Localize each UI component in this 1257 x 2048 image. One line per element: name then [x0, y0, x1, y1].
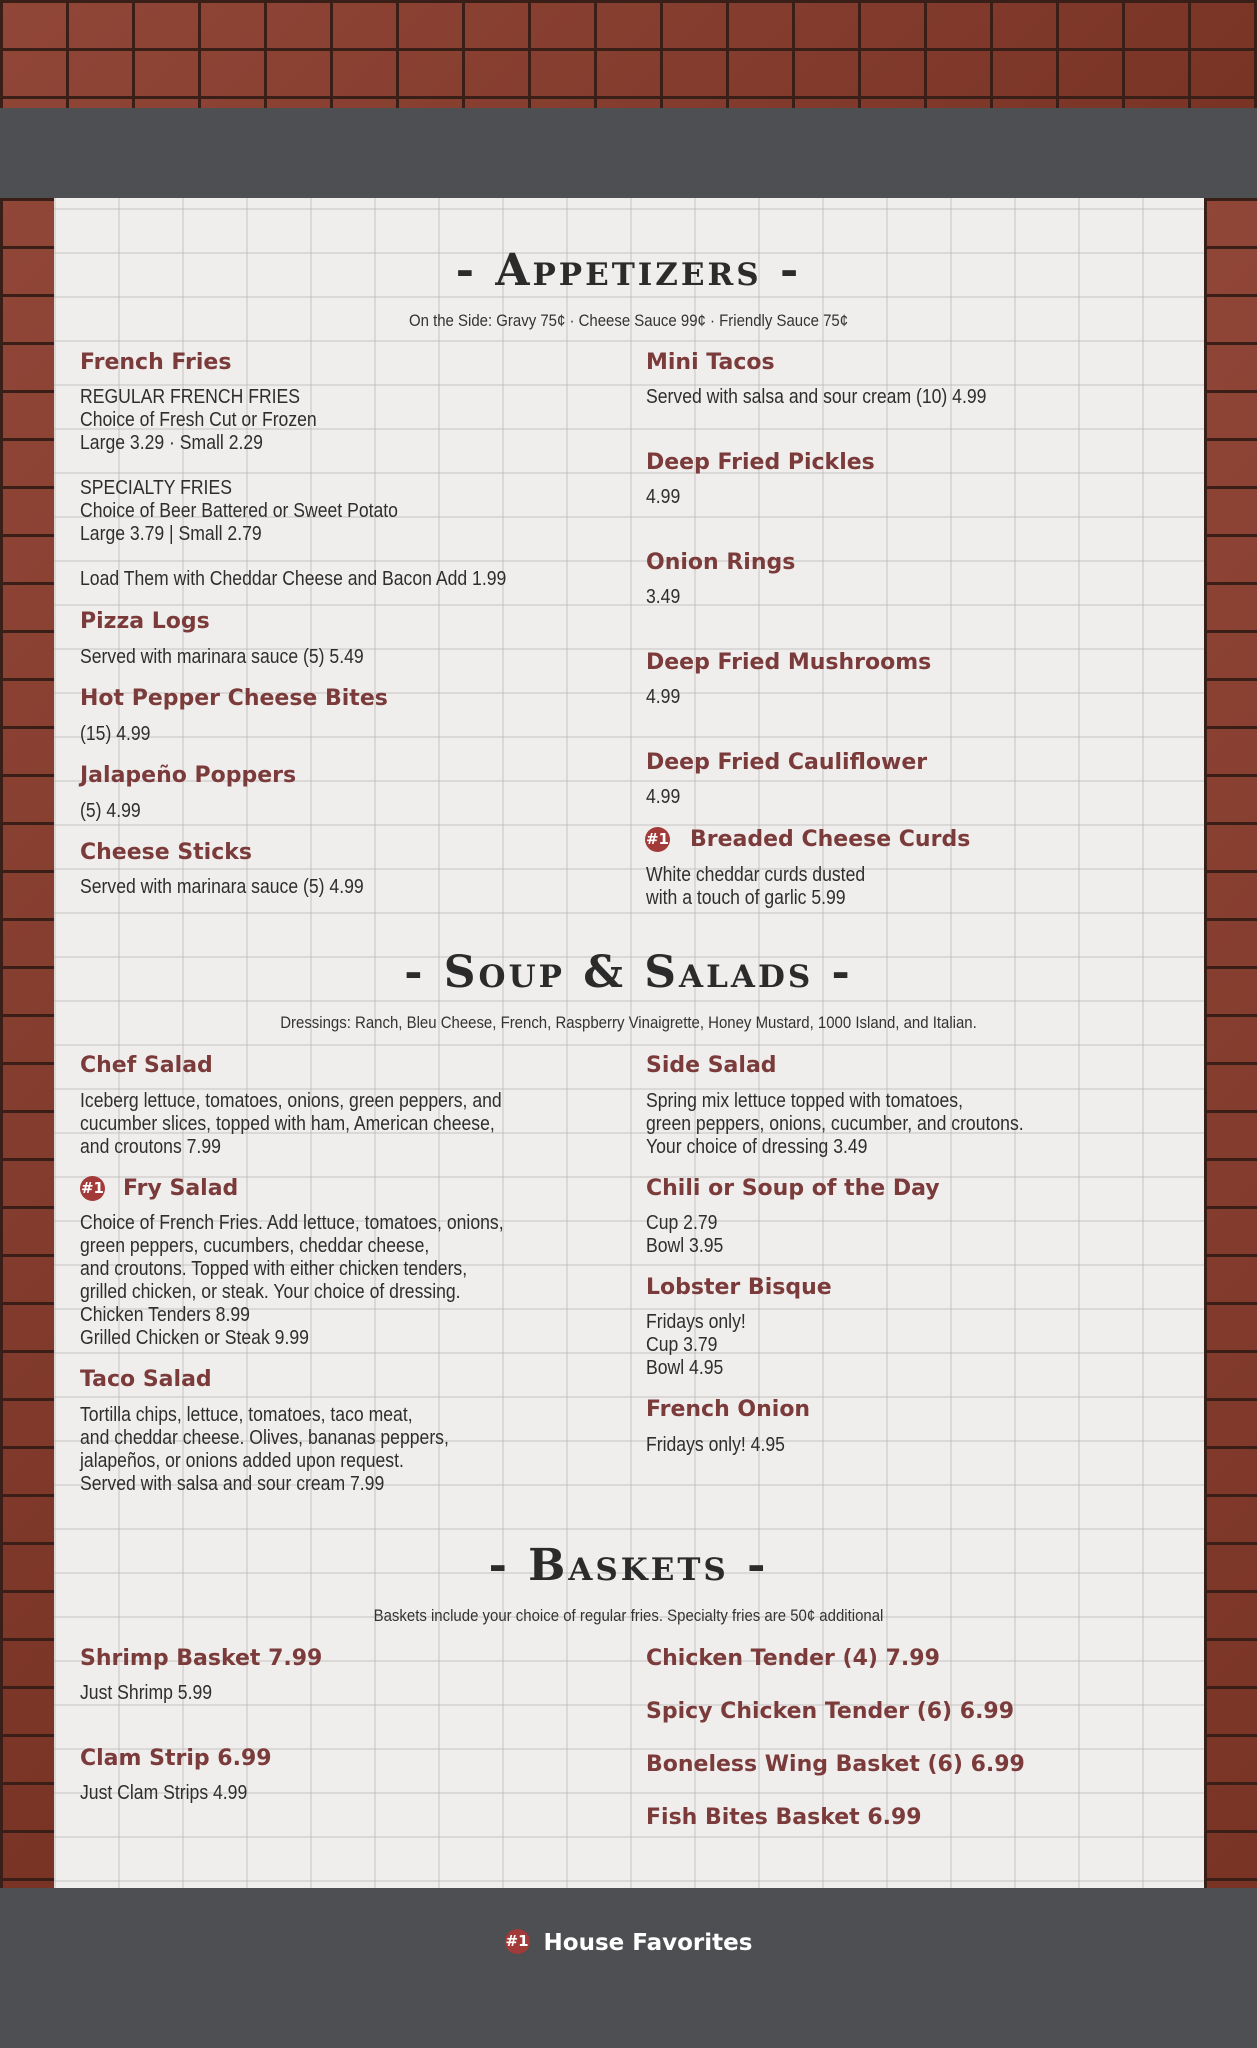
item-name: Shrimp Basket 7.99 — [80, 1646, 323, 1671]
item-desc: Choice of French Fries. Add lettuce, tomatoes, onions, green peppers, cucumbers, cheddar cheese, and croutons. Topped with either chicken tenders, grilled chicken, or steak. Your choice of dressing. Chicken Tenders 8.99 Grilled Chicken or Steak 9.99 — [80, 1212, 504, 1349]
item-desc: White cheddar curds dusted with a touch of garlic 5.99 — [646, 864, 866, 909]
item-name: Chili or Soup of the Day — [646, 1176, 940, 1201]
item-desc: Load Them with Cheddar Cheese and Bacon Add 1.99 — [80, 568, 507, 590]
brick-wall-top — [0, 0, 1257, 108]
bottom-band — [0, 1888, 1257, 2048]
item-name: Taco Salad — [80, 1367, 212, 1392]
house-favorite-badge-icon: #1 — [505, 1929, 530, 1954]
item-name: Deep Fried Cauliflower — [646, 750, 928, 775]
top-band — [0, 108, 1257, 198]
item-desc: 4.99 — [646, 786, 681, 808]
item-desc: Fridays only! Cup 3.79 Bowl 4.95 — [646, 1311, 746, 1379]
item-name: French Fries — [80, 350, 232, 375]
appetizers-title: - Appetizers - — [455, 245, 802, 296]
item-desc: 4.99 — [646, 686, 681, 708]
brick-wall-right — [1204, 198, 1257, 1888]
item-name: Spicy Chicken Tender (6) 6.99 — [646, 1699, 1015, 1724]
brick-wall-left — [0, 198, 54, 1888]
item-name: Clam Strip 6.99 — [80, 1746, 272, 1771]
item-name: Deep Fried Mushrooms — [646, 650, 932, 675]
item-desc: Spring mix lettuce topped with tomatoes, green peppers, onions, cucumber, and croutons. Your choice of dressing 3.49 — [646, 1090, 1024, 1158]
item-desc: Cup 2.79 Bowl 3.95 — [646, 1212, 724, 1257]
item-desc: Just Clam Strips 4.99 — [80, 1782, 248, 1804]
item-desc: (15) 4.99 — [80, 723, 151, 745]
soups-subtitle: Dressings: Ranch, Bleu Cheese, French, Raspberry Vinaigrette, Honey Mustard, 1000 Island, and Italian. — [280, 1013, 977, 1032]
item-desc: Tortilla chips, lettuce, tomatoes, taco meat, and cheddar cheese. Olives, bananas peppers, jalapeños, or onions added upon request. Served with salsa and sour cream 7.99 — [80, 1404, 449, 1495]
item-name: Lobster Bisque — [646, 1275, 832, 1300]
item-name: French Onion — [646, 1397, 811, 1422]
item-desc: Served with marinara sauce (5) 4.99 — [80, 876, 364, 898]
item-name: Pizza Logs — [80, 609, 210, 634]
house-favorite-badge-icon: #1 — [645, 827, 670, 852]
item-name: Side Salad — [646, 1053, 777, 1078]
item-name: Onion Rings — [646, 550, 796, 575]
item-name: Chef Salad — [80, 1053, 213, 1078]
baskets-subtitle: Baskets include your choice of regular fries. Specialty fries are 50¢ additional — [373, 1606, 884, 1625]
item-name: Fish Bites Basket 6.99 — [646, 1805, 922, 1830]
item-name: Cheese Sticks — [80, 840, 252, 865]
item-desc: Just Shrimp 5.99 — [80, 1682, 213, 1704]
item-desc: 4.99 — [646, 486, 681, 508]
house-favorite-badge-icon: #1 — [80, 1176, 105, 1201]
appetizers-subtitle: On the Side: Gravy 75¢ · Cheese Sauce 99¢ · Friendly Sauce 75¢ — [408, 311, 849, 330]
soups-title: - Soup & Salads - — [404, 947, 853, 998]
item-name: Breaded Cheese Curds — [690, 827, 971, 852]
house-favorites-legend — [0, 1930, 1257, 1956]
item-name: Fry Salad — [123, 1176, 239, 1201]
item-desc: Iceberg lettuce, tomatoes, onions, green peppers, and cucumber slices, topped with ham, American cheese, and croutons 7.99 — [80, 1090, 502, 1158]
item-name: Mini Tacos — [646, 350, 775, 375]
item-desc: Served with marinara sauce (5) 5.49 — [80, 646, 364, 668]
item-name: Hot Pepper Cheese Bites — [80, 686, 388, 711]
item-desc: REGULAR FRENCH FRIES Choice of Fresh Cut or Frozen Large 3.29 · Small 2.29 — [80, 386, 317, 454]
item-desc: Served with salsa and sour cream (10) 4.99 — [646, 386, 987, 408]
baskets-title: - Baskets - — [488, 1540, 769, 1591]
item-desc: (5) 4.99 — [80, 800, 141, 822]
item-desc: SPECIALTY FRIES Choice of Beer Battered or Sweet Potato Large 3.79 | Small 2.79 — [80, 477, 398, 545]
legend-label: House Favorites — [543, 1930, 753, 1956]
item-name: Chicken Tender (4) 7.99 — [646, 1646, 940, 1671]
item-desc: 3.49 — [646, 586, 681, 608]
item-name: Deep Fried Pickles — [646, 450, 875, 475]
item-name: Boneless Wing Basket (6) 6.99 — [646, 1752, 1025, 1777]
item-name: Jalapeño Poppers — [80, 763, 297, 788]
item-desc: Fridays only! 4.95 — [646, 1434, 785, 1456]
